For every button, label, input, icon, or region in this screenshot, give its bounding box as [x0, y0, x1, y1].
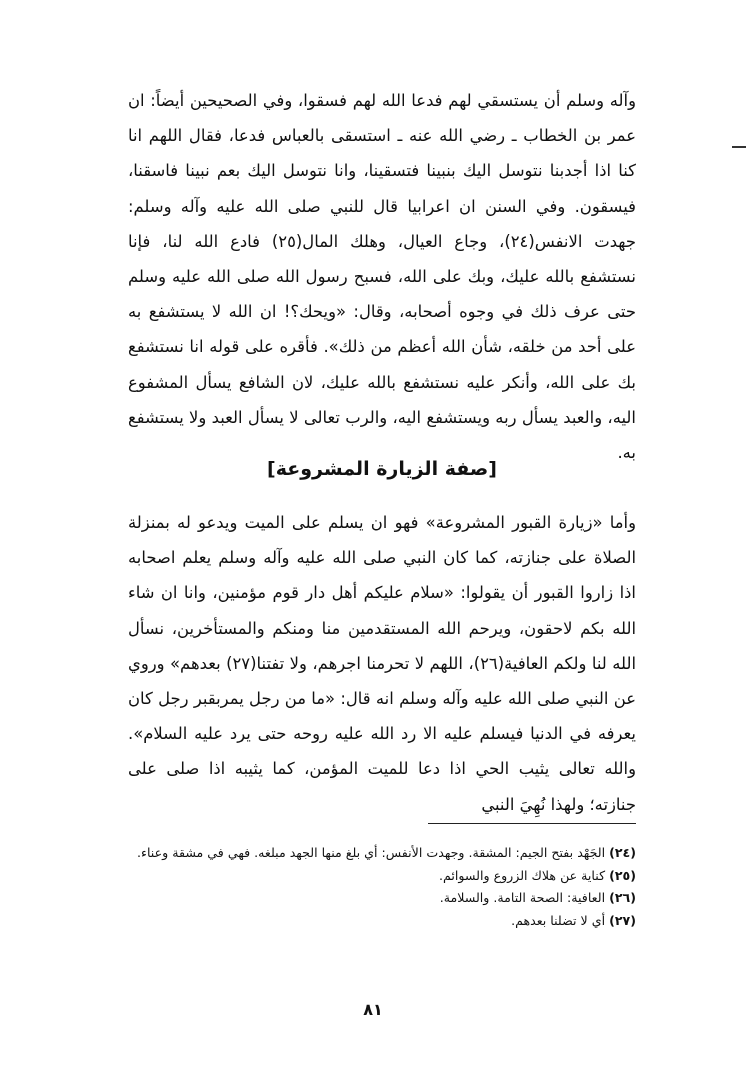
page-number: ٨١ [363, 1000, 383, 1019]
footnote-text: العافية: الصحة التامة. والسلامة. [439, 890, 606, 905]
footnote-number: (٢٧) [609, 912, 636, 928]
footnote-24 [128, 842, 636, 865]
footnote-25 [128, 865, 636, 888]
footnote-number: (٢٦) [609, 890, 636, 905]
footnote-text: أي لا تضلنا بعدهم. [511, 912, 606, 928]
footnote-27 [128, 910, 636, 933]
body-paragraph-1: وآله وسلم أن يستسقي لهم فدعا الله لهم فسقوا، وفي الصحيحين أيضاً: ان عمر بن الخطاب ـ رضي الله عنه ـ استسقى بالعباس فدعا، فقال اللهم انا كنا اذا أجدبنا نتوسل اليك بنبينا فتسقينا، وانا نتوسل اليك بعم نبينا فاسقنا، فيسقون. وفي السنن ان اعرابيا قال للنبي صلى الله عليه وآله وسلم: جهدت الانفس(٢٤)، وجاع العيال، وهلك المال(٢٥) فادع الله لنا، فإنا نستشفع بالله عليك، وبك على الله، فسبح رسول الله صلى الله عليه وسلم حتى عرف ذلك في وجوه أصحابه، وقال: «ويحك؟! ان الله لا يستشفع به على أحد من خلقه، شأن الله أعظم من ذلك». فأقره على قوله انا نستشفع بك على الله، وأنكر عليه نستشفع بالله عليك، لان الشافع يسأل المشفوع اليه، والعبد يسأل ربه ويستشفع اليه، والرب تعالى لا يسأل العبد ولا يستشفع به. [128, 91, 636, 463]
section-heading: [صفة الزيارة المشروعة] [267, 458, 497, 480]
footnote-number: (٢٤) [609, 845, 636, 860]
footnotes-list [128, 842, 636, 932]
footnote-number: (٢٥) [609, 867, 636, 883]
footnote-text: الجَهْد بفتح الجيم: المشقة. وجهدت الأنفس: أي بلغ منها الجهد مبلغه. فهي في مشقة وعناء. [137, 845, 606, 860]
page-edge-mark [732, 146, 746, 148]
body-paragraph-2: وأما «زيارة القبور المشروعة» فهو ان يسلم على الميت ويدعو له بمنزلة الصلاة على جنازته، كما كان النبي صلى الله عليه وآله وسلم يعلم اصحابه اذا زاروا القبور أن يقولوا: «سلام عليكم أهل دار قوم مؤمنين، وانا ان شاء الله بكم لاحقون، ويرحم الله المستقدمين منا ومنكم والمستأخرين، نسأل الله لنا ولكم العافية(٢٦)، اللهم لا تحرمنا اجرهم، ولا تفتنا(٢٧) بعدهم» وروي عن النبي صلى الله عليه وآله وسلم انه قال: «ما من رجل يمربقبر رجل كان يعرفه في الدنيا فيسلم عليه الا رد الله عليه روحه حتى يرد عليه السلام». والله تعالى يثيب الحي اذا دعا للميت المؤمن، كما يثيبه اذا صلى على جنازته؛ ولهذا نُهِيَ النبي [128, 513, 636, 814]
footnote-text: كناية عن هلاك الزروع والسوائم. [439, 867, 606, 883]
footnote-divider [428, 823, 636, 824]
footnote-26 [128, 887, 636, 910]
